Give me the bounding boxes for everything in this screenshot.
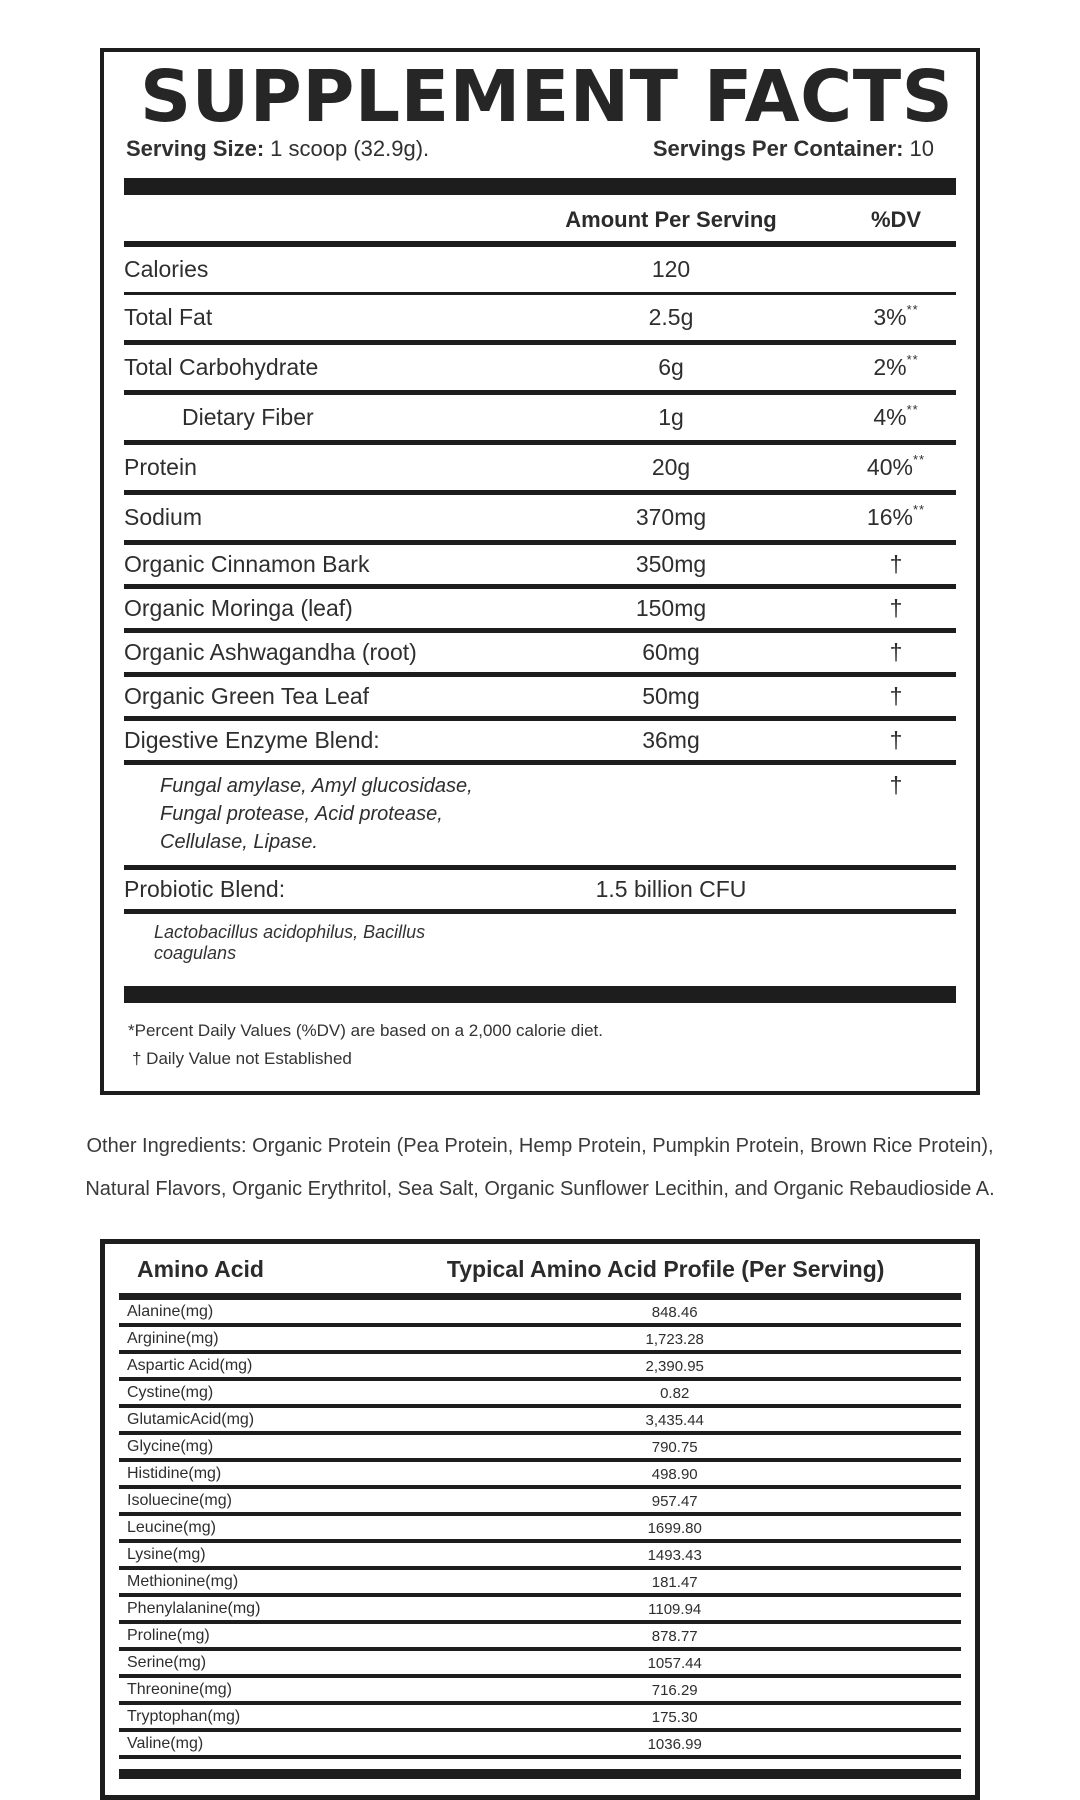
amino-value: 1699.80 — [647, 1519, 702, 1537]
amino-label: Methionine(mg) — [127, 1573, 239, 1590]
dv-value: 16% — [866, 504, 913, 530]
facts-row-ashwagandha — [124, 633, 956, 677]
row-amount: 150mg — [635, 595, 707, 621]
facts-row-probiotic-strains — [124, 914, 956, 970]
row-dv — [836, 683, 956, 710]
amino-value: 3,435.44 — [645, 1411, 704, 1429]
amino-value: 878.77 — [651, 1627, 698, 1645]
facts-row-cinnamon-bark — [124, 545, 956, 589]
row-dv — [836, 727, 956, 754]
row-amount: 6g — [658, 354, 684, 380]
amino-bottom-bar — [119, 1769, 961, 1779]
amino-row — [119, 1705, 961, 1732]
row-dv — [836, 454, 956, 481]
row-amount: 1.5 billion CFU — [595, 876, 747, 902]
row-dv — [836, 504, 956, 531]
amino-label: Alanine(mg) — [127, 1303, 214, 1320]
row-amount: 350mg — [635, 551, 707, 577]
row-label: Calories — [124, 256, 209, 282]
amino-label: Arginine(mg) — [127, 1330, 219, 1347]
row-label: Total Fat — [124, 304, 213, 330]
row-label: Probiotic Blend: — [124, 876, 286, 902]
amino-row — [119, 1543, 961, 1570]
amino-row — [119, 1354, 961, 1381]
amino-value: 1493.43 — [647, 1546, 702, 1564]
amino-value: 957.47 — [651, 1492, 698, 1510]
row-label: Fungal amylase, Amyl glucosidase, Fungal protease, Acid protease, Cellulase, Lipase. — [160, 775, 473, 853]
amino-row — [119, 1489, 961, 1516]
row-label: Sodium — [124, 504, 202, 530]
row-amount: 50mg — [642, 683, 700, 709]
separator-bar-top — [124, 178, 956, 195]
amino-label: Threonine(mg) — [127, 1681, 232, 1698]
dv-value: † — [889, 639, 903, 665]
amino-row — [119, 1408, 961, 1435]
dv-value: † — [889, 772, 903, 798]
serving-size — [126, 136, 429, 162]
amount-per-serving-header: Amount Per Serving — [565, 207, 777, 232]
facts-row-total-carbohydrate — [124, 345, 956, 395]
facts-row-green-tea — [124, 677, 956, 721]
dv-superscript: ** — [912, 452, 926, 468]
dv-superscript: ** — [906, 352, 919, 368]
amino-value: 1,723.28 — [645, 1330, 704, 1348]
row-dv — [836, 639, 956, 666]
dv-value: 40% — [866, 454, 913, 480]
percent-dv-header: %DV — [870, 207, 922, 232]
dv-superscript: ** — [906, 302, 919, 318]
footnotes — [128, 1017, 956, 1073]
amino-row — [119, 1462, 961, 1489]
supplement-label-page — [0, 48, 1080, 1753]
row-label: Protein — [124, 454, 197, 480]
amino-value: 2,390.95 — [645, 1357, 704, 1375]
facts-row-protein — [124, 445, 956, 495]
row-amount: 1g — [658, 404, 684, 430]
row-label: Organic Moringa (leaf) — [124, 595, 353, 621]
row-amount: 36mg — [642, 727, 700, 753]
amino-value: 1057.44 — [647, 1654, 702, 1672]
dv-value: 2% — [873, 354, 907, 380]
amino-row — [119, 1327, 961, 1354]
amino-row — [119, 1570, 961, 1597]
row-dv — [836, 595, 956, 622]
row-amount: 60mg — [642, 639, 700, 665]
footnote-percent-dv: *Percent Daily Values (%DV) are based on a 2,000 calorie diet. — [128, 1021, 603, 1040]
row-label: Organic Cinnamon Bark — [124, 551, 370, 577]
facts-table-header — [124, 195, 956, 247]
row-label: Total Carbohydrate — [124, 354, 319, 380]
amino-label: Aspartic Acid(mg) — [127, 1357, 253, 1374]
facts-row-digestive-enzyme-blend — [124, 721, 956, 765]
other-ingredients-text: Other Ingredients: Organic Protein (Pea Protein, Hemp Protein, Pumpkin Protein, Brown Rice Protein), Natural Flavors, Organic Erythritol, Sea Salt, Organic Sunflower Lecithin, and Organic Rebaudioside A. — [85, 1135, 995, 1200]
amino-label: Histidine(mg) — [127, 1465, 222, 1482]
amino-row — [119, 1597, 961, 1624]
amino-value: 1036.99 — [647, 1735, 702, 1753]
dv-superscript: ** — [906, 402, 919, 418]
serving-size-value: 1 scoop (32.9g). — [270, 136, 430, 161]
amino-row — [119, 1381, 961, 1408]
amino-value: 498.90 — [651, 1465, 698, 1483]
amino-value: 848.46 — [651, 1303, 698, 1321]
amino-label: Lysine(mg) — [127, 1546, 206, 1563]
amino-label: Glycine(mg) — [127, 1438, 214, 1455]
facts-row-enzyme-ingredients — [124, 765, 956, 870]
amino-header-divider — [119, 1293, 961, 1300]
row-amount: 2.5g — [648, 304, 694, 330]
dv-value: 4% — [873, 404, 907, 430]
amino-label: Serine(mg) — [127, 1654, 207, 1671]
row-dv — [836, 304, 956, 331]
amino-label: Leucine(mg) — [127, 1519, 216, 1536]
row-label: Lactobacillus acidophilus, Bacillus coagulans — [154, 922, 426, 963]
amino-row — [119, 1300, 961, 1327]
amino-label: Cystine(mg) — [127, 1384, 214, 1401]
row-amount: 20g — [651, 454, 691, 480]
amino-row — [119, 1678, 961, 1705]
row-dv — [836, 551, 956, 578]
serving-info-row — [126, 136, 934, 162]
panel-title: SUPPLEMENT FACTS — [140, 55, 954, 138]
separator-bar-bottom — [124, 986, 956, 1003]
amino-row — [119, 1732, 961, 1759]
row-label: Organic Ashwagandha (root) — [124, 639, 417, 665]
facts-row-total-fat — [124, 295, 956, 345]
amino-value: 790.75 — [651, 1438, 698, 1456]
amino-value: 175.30 — [651, 1708, 698, 1726]
servings-per-container — [653, 136, 934, 162]
amino-value: 181.47 — [651, 1573, 698, 1591]
amino-table-header — [121, 1244, 959, 1293]
dv-value: 3% — [873, 304, 907, 330]
supplement-facts-panel — [100, 48, 980, 1095]
row-label: Dietary Fiber — [182, 404, 314, 430]
footnote-daily-value: † Daily Value not Established — [132, 1049, 352, 1068]
amino-label: Isoluecine(mg) — [127, 1492, 232, 1509]
amino-value: 0.82 — [660, 1384, 690, 1402]
facts-row-calories — [124, 247, 956, 295]
servings-per-container-value: 10 — [909, 136, 934, 161]
serving-size-label: Serving Size: — [126, 136, 265, 161]
row-amount: 370mg — [635, 504, 707, 530]
dv-value: † — [889, 727, 903, 753]
dv-value: † — [889, 551, 903, 577]
dv-superscript: ** — [912, 502, 926, 518]
facts-row-dietary-fiber — [124, 395, 956, 445]
amino-value: 1109.94 — [648, 1600, 702, 1618]
row-label: Digestive Enzyme Blend: — [124, 727, 380, 753]
amino-label: GlutamicAcid(mg) — [127, 1411, 255, 1428]
facts-row-moringa — [124, 589, 956, 633]
row-dv — [836, 772, 956, 799]
facts-row-probiotic-blend — [124, 870, 956, 914]
amino-acid-panel — [100, 1239, 980, 1800]
amino-acid-column-header: Amino Acid — [137, 1256, 264, 1282]
amino-label: Phenylalanine(mg) — [127, 1600, 261, 1617]
amino-value: 716.29 — [651, 1681, 698, 1699]
amino-profile-column-header: Typical Amino Acid Profile (Per Serving) — [446, 1256, 885, 1282]
row-label: Organic Green Tea Leaf — [124, 683, 370, 709]
amino-row — [119, 1624, 961, 1651]
amino-label: Proline(mg) — [127, 1627, 210, 1644]
row-dv — [836, 404, 956, 431]
amino-row — [119, 1435, 961, 1462]
dv-value: † — [889, 683, 903, 709]
amino-row — [119, 1516, 961, 1543]
servings-per-container-label: Servings Per Container: — [652, 136, 904, 161]
amino-label: Tryptophan(mg) — [127, 1708, 241, 1725]
amino-label: Valine(mg) — [127, 1735, 204, 1752]
facts-row-sodium — [124, 495, 956, 545]
dv-value: † — [889, 595, 903, 621]
row-dv — [836, 354, 956, 381]
row-amount: 120 — [651, 256, 691, 282]
amino-row — [119, 1651, 961, 1678]
